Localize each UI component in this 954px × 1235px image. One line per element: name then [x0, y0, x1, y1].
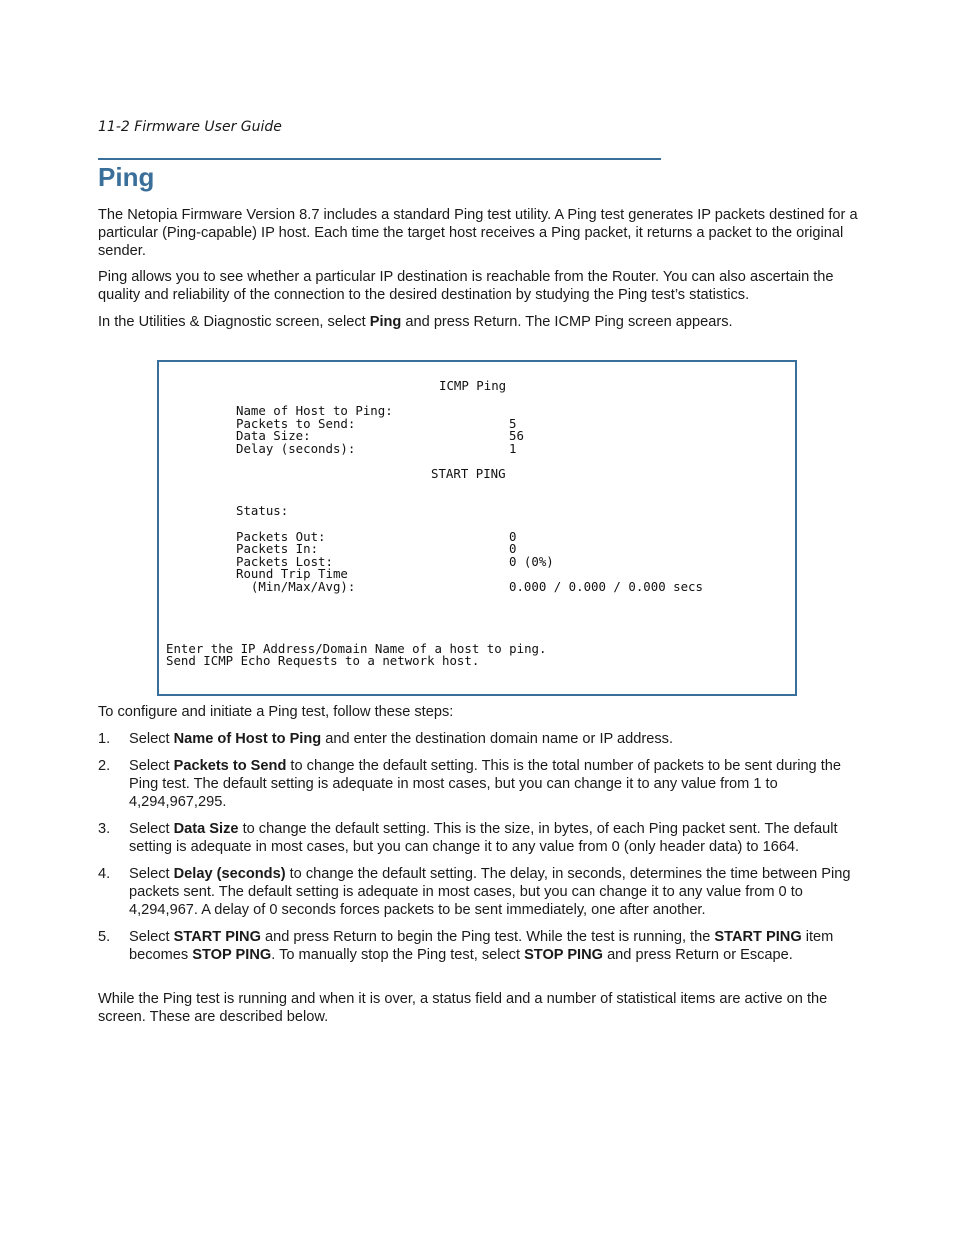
start-ping-button[interactable]: START PING [431, 466, 506, 481]
bold-term: Ping [369, 314, 402, 330]
icmp-ping-screen [157, 360, 797, 696]
stat-label-packets-in: Packets In: [236, 541, 319, 556]
text-segment: and enter the destination domain name or IP address. [321, 731, 674, 747]
text-segment: . To manually stop the Ping test, select [271, 947, 525, 963]
list-item [98, 757, 858, 811]
text-segment: and press Return or Escape. [603, 947, 793, 963]
text-segment: and press Return. The ICMP Ping screen appears. [401, 314, 733, 330]
step-number: 5. [98, 929, 111, 945]
console-title: ICMP Ping [439, 378, 507, 393]
text-segment: Select [129, 758, 174, 774]
closing-paragraph: While the Ping test is running and when it is over, a status field and a number of statistical items are active on the screen. These are described below. [98, 991, 828, 1025]
field-label-delay: Delay (seconds): [236, 441, 356, 456]
step-number: 4. [98, 866, 111, 882]
text-segment: to change the default setting. This is the size, in bytes, of each Ping packet sent. The default setting is adequate in most cases, but you can change it to any value from 0 (only header data) to 1664. [129, 821, 838, 855]
text-segment: Select [129, 866, 174, 882]
intro-paragraph-1: The Netopia Firmware Version 8.7 includes a standard Ping test utility. A Ping test generates IP packets destined for a particular (Ping-capable) IP host. Each time the target host receives a Ping packet, it returns a packet to the original sender. [98, 207, 858, 259]
stat-label-packets-out: Packets Out: [236, 529, 326, 544]
stat-value-packets-lost: 0 (0%) [509, 554, 554, 569]
field-label-packets: Packets to Send: [236, 416, 356, 431]
bold-term: STOP PING [524, 947, 604, 963]
text-segment: and press Return to begin the Ping test. While the test is running, the [260, 929, 715, 945]
list-item [98, 730, 858, 748]
field-label-host: Name of Host to Ping: [236, 403, 393, 418]
bold-term: START PING [173, 929, 261, 945]
steps-intro: To configure and initiate a Ping test, follow these steps: [98, 704, 454, 720]
stat-label-min-max-avg: (Min/Max/Avg): [236, 579, 356, 594]
step-number: 2. [98, 758, 111, 774]
text-segment: to change the default setting. This is the total number of packets to be sent during the Ping test. The default setting is adequate in most cases, but you can change it to any value from 1 to 4,294,967,295. [129, 758, 842, 810]
bold-term: Data Size [173, 821, 239, 837]
list-item [98, 865, 858, 919]
bold-term: Packets to Send [173, 758, 287, 774]
help-line: Send ICMP Echo Requests to a network host. [166, 653, 480, 668]
stat-value-packets-out: 0 [509, 529, 517, 544]
bold-term: Delay (seconds) [173, 866, 286, 882]
help-line: Enter the IP Address/Domain Name of a host to ping. [166, 641, 547, 656]
list-item [98, 928, 858, 964]
status-label: Status: [236, 503, 289, 518]
bold-term: STOP PING [192, 947, 272, 963]
step-number: 3. [98, 821, 111, 837]
packets-to-send-field[interactable]: 5 [509, 416, 517, 431]
delay-field[interactable]: 1 [509, 441, 517, 456]
bold-term: Name of Host to Ping [173, 731, 322, 747]
text-segment: In the Utilities & Diagnostic screen, select [98, 314, 370, 330]
stat-label-packets-lost: Packets Lost: [236, 554, 333, 569]
text-segment: Select [129, 821, 174, 837]
page-title: Ping [98, 162, 155, 192]
stat-value-min-max-avg: 0.000 / 0.000 / 0.000 secs [509, 579, 703, 594]
intro-paragraph-2: Ping allows you to see whether a particular IP destination is reachable from the Router. You can also ascertain the quality and reliability of the connection to the desired destination by studying the Ping test’s statistics. [98, 269, 834, 303]
bold-term: START PING [714, 929, 802, 945]
stat-label-round-trip: Round Trip Time [236, 566, 348, 581]
text-segment: to change the default setting. The delay, in seconds, determines the time between Ping packets sent. The default setting is adequate in most cases, but you can change it to any value from 0 to 4,294,967. A delay of 0 seconds forces packets to be sent immediately, one after another. [129, 866, 851, 918]
list-item [98, 820, 858, 856]
stat-value-packets-in: 0 [509, 541, 517, 556]
text-segment: Select [129, 929, 174, 945]
step-number: 1. [98, 731, 111, 747]
text-segment: item becomes [129, 929, 834, 963]
running-header: 11-2 Firmware User Guide [98, 119, 282, 135]
text-segment: Select [129, 731, 174, 747]
header-rule [98, 158, 661, 160]
data-size-field[interactable]: 56 [509, 428, 524, 443]
steps-list [98, 730, 858, 973]
select-ping-paragraph [98, 313, 858, 331]
field-label-data-size: Data Size: [236, 428, 311, 443]
